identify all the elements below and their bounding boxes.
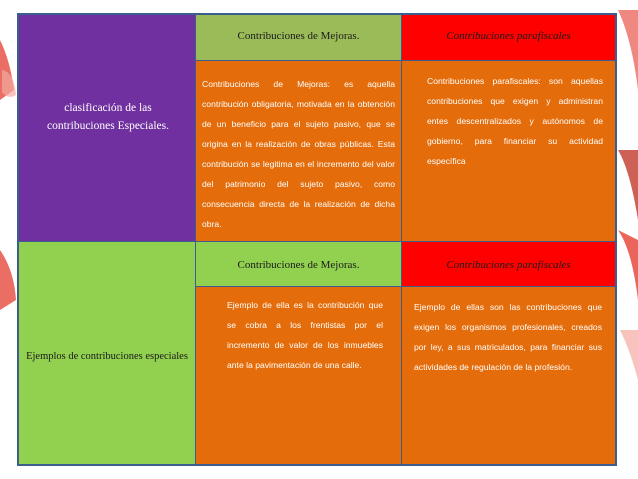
row-label-classification	[19, 15, 195, 241]
definition-mejoras-text: Contribuciones de Mejoras: es aquella contribución obligatoria, motivada en la obtención de un beneficio para el sujeto pasivo, que se origina en la realización de obras públicas. Esta contribución se legitima en el incremento del valor del patrimonio del sujeto pasivo, como consecuencia directa de la realización de dicha obra.	[202, 79, 395, 229]
definition-mejoras	[196, 61, 401, 241]
header-mejoras-text: Contribuciones de Mejoras.	[237, 30, 360, 42]
example-mejoras-text: Ejemplo de ella es la contribución que se cobra a los frentistas por el incremento de valor de los inmuebles ante la pavimentación de una calle.	[227, 300, 383, 370]
header-parafiscales-examples	[402, 242, 615, 286]
examples-label: Ejemplos de contribuciones especiales	[26, 351, 188, 362]
header-parafiscales	[402, 15, 615, 60]
example-mejoras	[196, 287, 401, 464]
header-parafiscales-examples-text: Contribuciones parafiscales	[446, 259, 571, 271]
header-parafiscales-text: Contribuciones parafiscales	[446, 30, 571, 42]
header-mejoras-examples	[196, 242, 401, 286]
example-parafiscales	[402, 287, 615, 464]
classification-label: clasificación de las contribuciones Especiales.	[47, 102, 169, 132]
contributions-table	[17, 13, 617, 466]
example-parafiscales-text: Ejemplo de ellas son las contribuciones que exigen los organismos profesionales, creados por ley, a sus matriculados, para financiar sus actividades de regulación de la profesión.	[414, 302, 602, 372]
header-mejoras	[196, 15, 401, 60]
row-label-examples	[19, 242, 195, 464]
definition-parafiscales-text: Contribuciones parafiscales: son aquellas contribuciones que exigen y administran entes descentralizados y autónomos de gobierno, para financiar su actividad específica	[427, 76, 603, 166]
header-mejoras-examples-text: Contribuciones de Mejoras.	[237, 259, 360, 271]
definition-parafiscales	[402, 61, 615, 241]
